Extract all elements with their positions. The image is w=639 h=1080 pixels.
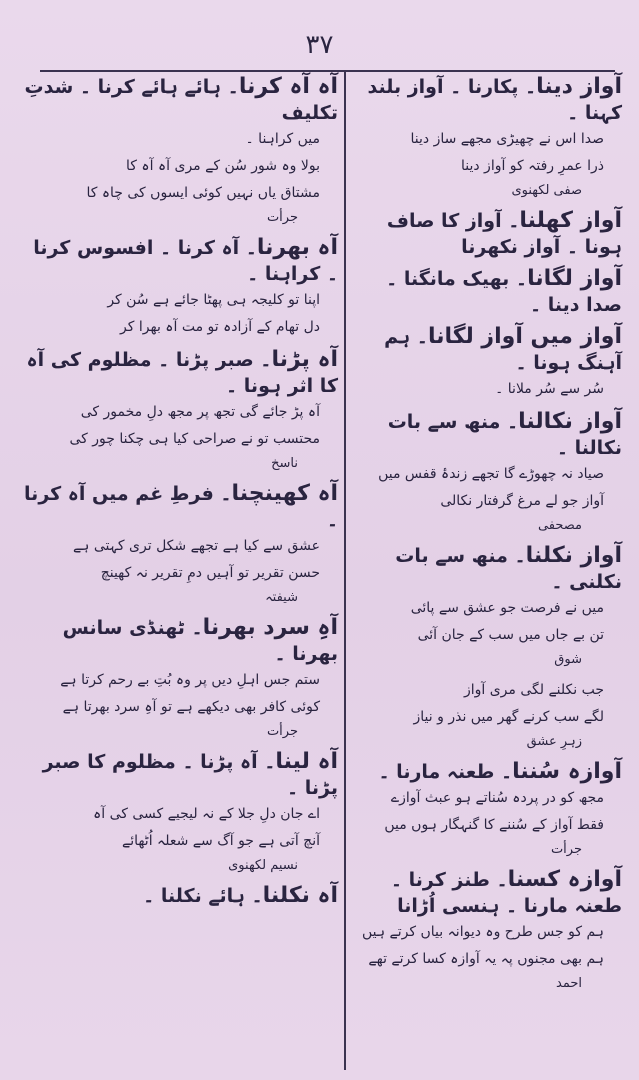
entry-headword-line (352, 867, 622, 919)
entry-headword-line (22, 481, 338, 533)
poet-name: ناسخ (271, 456, 298, 471)
dictionary-entry (352, 324, 622, 403)
dictionary-entry (22, 347, 338, 475)
verse-line: کوئی کافر بھی دیکھے ہے تو آہِ سرد بھرتا ہے (62, 699, 320, 715)
verse-line: میں نے فرصت جو عشق سے پائی (410, 600, 604, 616)
entry-headword: آہ کھینچنا (231, 481, 338, 506)
verse-line: جب نکلنے لگی مری آواز (463, 682, 604, 698)
entry-headword: آواز لگانا (527, 266, 622, 291)
poet-name: احمد (556, 976, 582, 991)
poet-name: مصحفی (537, 518, 582, 533)
verse-line: ہم کو جس طرح وہ دیوانہ بیاں کرتے ہیں (362, 924, 604, 940)
entry-headword-line (352, 543, 622, 595)
poet-name: صفی لکھنوی (511, 183, 582, 198)
verse-line: ہم بھی مجنوں پہ یہ آوازہ کسا کرتے تھے (368, 951, 604, 967)
entry-headword: آواز میں آواز لگانا (427, 324, 622, 349)
entry-definition: ۔ پکارنا ۔ آواز بلند کہنا ۔ (367, 76, 622, 124)
verse-line: فقط آواز کے سُننے کا گنہگار ہوں میں (384, 817, 604, 833)
verse-line: عشق سے کیا ہے تجھے شکل تری کہتی ہے (72, 538, 320, 554)
entry-definition: ۔ صبر پڑنا ۔ مظلوم کی آہ کا اثر ہونا ۔ (26, 349, 338, 397)
verse-line: آنچ آتی ہے جو آگ سے شعلہ اُٹھائے (121, 833, 320, 849)
column-divider (344, 70, 346, 1070)
entry-headword: آواز کھلنا (519, 208, 622, 233)
poet-name: زہرِ عشق (526, 734, 582, 749)
entry-headword: آہ پڑنا (271, 347, 338, 372)
verse-line: میں کراہنا ۔ (245, 131, 320, 147)
dictionary-entry (22, 74, 338, 229)
entry-definition: ۔ آواز کا صاف ہونا ۔ آواز نکھرنا (386, 210, 622, 258)
verse-line: سُر سے سُر ملانا ۔ (495, 381, 604, 397)
dictionary-entry (22, 481, 338, 609)
entry-headword: آہ آہ کرنا (238, 74, 338, 99)
dictionary-entry (22, 883, 338, 909)
entry-headword-line (22, 74, 338, 126)
verse-line: ذرا عمرِ رفتہ کو آواز دینا (460, 158, 604, 174)
verse-line: صیاد نہ چھوڑے گا تجھے زندۂ قفس میں (378, 466, 604, 482)
poet-name: جرأت (266, 724, 298, 739)
entry-headword-line (352, 208, 622, 260)
dictionary-entry (352, 677, 622, 753)
entry-definition: ۔ فرطِ غم میں آہ کرنا ۔ (24, 483, 338, 531)
entry-definition: ۔ ہم آہنگ ہونا ۔ (384, 326, 622, 374)
dictionary-entry (352, 759, 622, 861)
entry-headword-line (352, 759, 622, 785)
verse-line: دل تھام کے آزادہ تو مت آہ بھرا کر (120, 319, 320, 335)
entry-headword: آوازہ کسنا (507, 867, 622, 892)
entry-headword: آہ بھرنا (256, 235, 338, 260)
poet-name: جرأت (266, 210, 298, 225)
entry-headword-line (352, 266, 622, 318)
verse-line: تن بے جاں میں سب کے جان آئی (417, 627, 604, 643)
entry-definition: ۔ ہائے نکلنا ۔ (143, 885, 263, 907)
entry-headword: آواز نکلنا (525, 543, 622, 568)
right-column (352, 74, 622, 1001)
poet-name: شوق (554, 652, 582, 667)
top-rule (40, 70, 615, 72)
verse-line: محتسب تو نے صراحی کیا ہی چکنا چور کی (69, 431, 320, 447)
entry-definition: ۔ ٹھنڈی سانس بھرنا ۔ (62, 617, 338, 665)
dictionary-entry (352, 867, 622, 995)
entry-headword: آہِ سرد بھرنا (202, 615, 338, 640)
entry-headword: آہ نکلنا (262, 883, 338, 908)
verse-line: آواز جو لے مرغ گرفتار نکالی (440, 493, 604, 509)
verse-line: آہ پڑ جائے گی تجھ پر مجھ دلِ مخمور کی (80, 404, 320, 420)
verse-line: لگے سب کرنے گھر میں نذر و نیاز (413, 709, 604, 725)
entry-headword-line (22, 749, 338, 801)
entry-definition: ۔ بھیک مانگنا ۔ صدا دینا ۔ (386, 268, 622, 316)
entry-headword-line (352, 74, 622, 126)
verse-line: مشتاق یاں نہیں کوئی ایسوں کی چاہ کا (86, 185, 320, 201)
dictionary-entry (352, 409, 622, 537)
page-number: ۳۷ (305, 30, 334, 60)
poet-name: جرأت (550, 842, 582, 857)
dictionary-entry (22, 615, 338, 743)
verse-line: بولا وہ شور سُن کے مری آہ آہ کا (126, 158, 320, 174)
dictionary-entry (352, 74, 622, 202)
entry-definition: ۔ منھ سے بات نکالنا ۔ (387, 411, 622, 459)
entry-headword-line (22, 883, 338, 909)
entry-headword: آوازہ سُننا (512, 759, 622, 784)
entry-definition: ۔ طنز کرنا ۔ طعنہ مارنا ۔ ہنسی اُڑانا (390, 869, 622, 917)
entry-headword-line (352, 324, 622, 376)
verse-line: اے جان دلِ جلا کے نہ لیجیے کسی کی آہ (93, 806, 320, 822)
entry-definition: ۔ آہ کرنا ۔ افسوس کرنا ۔ کراہنا ۔ (33, 237, 338, 285)
entry-headword-line (22, 347, 338, 399)
entry-headword: آواز نکالنا (518, 409, 622, 434)
poet-name: نسیم لکھنوی (228, 858, 298, 873)
entry-definition: ۔ آہ پڑنا ۔ مظلوم کا صبر پڑنا ۔ (42, 751, 338, 799)
entry-headword: آواز دینا (536, 74, 622, 99)
entry-definition: ۔ منھ سے بات نکلنی ۔ (395, 545, 622, 593)
left-column (22, 74, 338, 915)
dictionary-entry (352, 266, 622, 318)
entry-headword-line (22, 615, 338, 667)
verse-line: صدا اس نے چھیڑی مجھے ساز دینا (410, 131, 604, 147)
dictionary-entry (22, 749, 338, 877)
dictionary-entry (22, 235, 338, 341)
dictionary-entry (352, 208, 622, 260)
entry-definition: ۔ طعنہ مارنا ۔ (378, 761, 513, 783)
verse-line: اپنا تو کلیجہ ہی پھٹا جائے ہے سُن کر (107, 292, 320, 308)
poet-name: شیفتہ (265, 590, 298, 605)
entry-definition: ۔ ہائے ہائے کرنا ۔ شدتِ تکلیف (24, 76, 338, 124)
verse-line: مجھ کو در پردہ سُناتے ہو عبث آوازے (390, 790, 604, 806)
entry-headword-line (22, 235, 338, 287)
dictionary-entry (352, 543, 622, 671)
entry-headword: آہ لینا (275, 749, 338, 774)
verse-line: ستم جس اہلِ دیں پر وہ بُتِ بے رحم کرتا ہے (60, 672, 320, 688)
verse-line: حسن تقریر تو آہیں دمِ تقریر نہ کھینچ (100, 565, 320, 581)
entry-headword-line (352, 409, 622, 461)
